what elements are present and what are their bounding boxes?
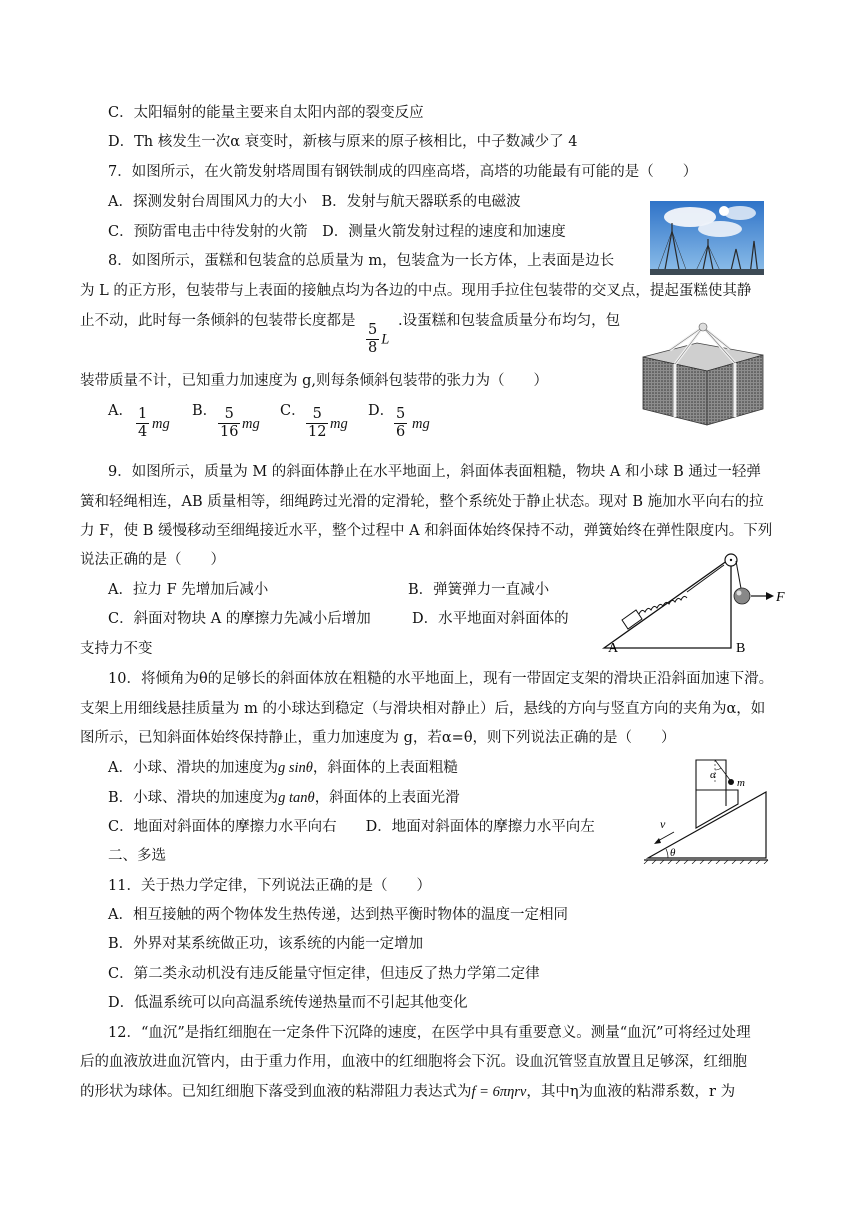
- q9-option-a: A．拉力 F 先增加后减小: [108, 582, 269, 598]
- q10-option-a: A．小球、滑块的加速度为g sinθ，斜面体的上表面粗糙: [108, 760, 458, 776]
- q9-option-d-cont: 支持力不变: [80, 641, 153, 657]
- q6-option-c: C．太阳辐射的能量主要来自太阳内部的裂变反应: [108, 105, 424, 121]
- q8-length-fraction: $\frac{5}{8}$ L: [368, 322, 390, 356]
- q9-option-b: B．弹簧弹力一直减小: [408, 582, 550, 598]
- q9-option-d: D．水平地面对斜面体的: [412, 611, 569, 627]
- q9-stem-2: 簧和轻绳相连，AB 质量相等，细绳跨过光滑的定滑轮，整个系统处于静止状态。现对 B 施加水平向右的拉: [80, 494, 764, 510]
- q8-stem-4: .设蛋糕和包装盒质量分布均匀，包: [398, 313, 621, 329]
- q11-option-b: B．外界对某系统做正功，该系统的内能一定增加: [108, 936, 424, 952]
- q8-stem-3: 止不动，此时每一条倾斜的包装带长度都是: [80, 313, 356, 329]
- fig10-label-theta: θ: [670, 847, 676, 859]
- q11-stem: 11．关于热力学定律，下列说法正确的是（ ）: [108, 878, 431, 894]
- q10-option-b: B．小球、滑块的加速度为g tanθ，斜面体的上表面光滑: [108, 790, 460, 806]
- q9-stem-1: 9．如图所示，质量为 M 的斜面体静止在水平地面上，斜面体表面粗糙，物块 A 和小球 B 通过一轻弹: [108, 464, 761, 480]
- q12-stem-1: 12．“血沉”是指红细胞在一定条件下沉降的速度，在医学中具有重要意义。测量“血沉”可将经过处理: [108, 1025, 751, 1041]
- fig9-label-a: A: [608, 641, 619, 656]
- towers-photo: [650, 201, 764, 275]
- q8-option-d: D． $\frac{5}{6}$ mg: [368, 403, 430, 440]
- fig10-label-v: v: [660, 817, 666, 831]
- q8-option-b: B． $\frac{5}{16}$ mg: [192, 403, 260, 440]
- q11-option-a: A．相互接触的两个物体发生热传递，达到热平衡时物体的温度一定相同: [108, 907, 568, 923]
- q11-option-d: D．低温系统可以向高温系统传递热量而不引起其他变化: [108, 995, 468, 1011]
- q8-option-c: C． $\frac{5}{12}$ mg: [280, 403, 348, 440]
- slider-pendulum-figure: [638, 756, 770, 864]
- q8-stem-2: 为 L 的正方形，包装带与上表面的接触点均为各边的中点。现用手拉住包装带的交叉点，提起蛋糕使其静: [80, 283, 752, 299]
- q7-options-cd: C．预防雷电击中待发射的火箭 D．测量火箭发射过程的速度和加速度: [108, 224, 566, 240]
- q6-option-d: D．Th 核发生一次α 衰变时，新核与原来的原子核相比，中子数减少了 4: [108, 134, 578, 150]
- q9-stem-3: 力 F，使 B 缓慢移动至细绳接近水平，整个过程中 A 和斜面体始终保持不动，弹簧始终在弹性限度内。下列: [80, 523, 773, 539]
- incline-spring-figure: [596, 548, 786, 656]
- fig10-label-alpha: α: [710, 769, 716, 781]
- q8-stem-5: 装带质量不计，已知重力加速度为 g,则每条倾斜包装带的张力为（ ）: [80, 373, 548, 389]
- q12-stem-2: 后的血液放进血沉管内，由于重力作用，血液中的红细胞将会下沉。设血沉管竖直放置且足够深，红细胞: [80, 1054, 747, 1070]
- section-heading-multi: 二、多选: [108, 848, 166, 864]
- q11-option-c: C．第二类永动机没有违反能量守恒定律，但违反了热力学第二定律: [108, 966, 540, 982]
- q9-option-c: C．斜面对物块 A 的摩擦力先减小后增加: [108, 611, 371, 627]
- q10-stem-1: 10．将倾角为θ的足够长的斜面体放在粗糙的水平地面上，现有一带固定支架的滑块正沿斜面加速下滑。: [108, 671, 774, 687]
- q8-option-a: A． $\frac{1}{4}$ mg: [108, 403, 170, 440]
- q12-stem-3: 的形状为球体。已知红细胞下落受到血液的粘滞阻力表达式为f = 6πηrv，其中η为血液的粘滞系数，r 为: [80, 1084, 736, 1100]
- q7-options-ab: A．探测发射台周围风力的大小 B．发射与航天器联系的电磁波: [108, 194, 521, 210]
- fig10-label-m: m: [737, 777, 745, 789]
- q8-stem-1: 8．如图所示，蛋糕和包装盒的总质量为 m，包装盒为一长方体，上表面是边长: [108, 253, 615, 269]
- q10-stem-3: 图所示，已知斜面体始终保持静止，重力加速度为 g，若α=θ，则下列说法正确的是（ ）: [80, 730, 676, 746]
- q10-options-cd: C．地面对斜面体的摩擦力水平向右 D．地面对斜面体的摩擦力水平向左: [108, 819, 595, 835]
- fig9-label-f: F: [776, 590, 785, 605]
- cake-box-figure: [637, 317, 769, 427]
- fig9-label-b: B: [736, 641, 746, 656]
- q9-stem-4: 说法正确的是（ ）: [80, 552, 225, 568]
- q7-stem: 7．如图所示，在火箭发射塔周围有钢铁制成的四座高塔，高塔的功能最有可能的是（ ）: [108, 164, 698, 180]
- q10-stem-2: 支架上用细线悬挂质量为 m 的小球达到稳定（与滑块相对静止）后，悬线的方向与竖直方向的夹角为α，如: [80, 701, 766, 717]
